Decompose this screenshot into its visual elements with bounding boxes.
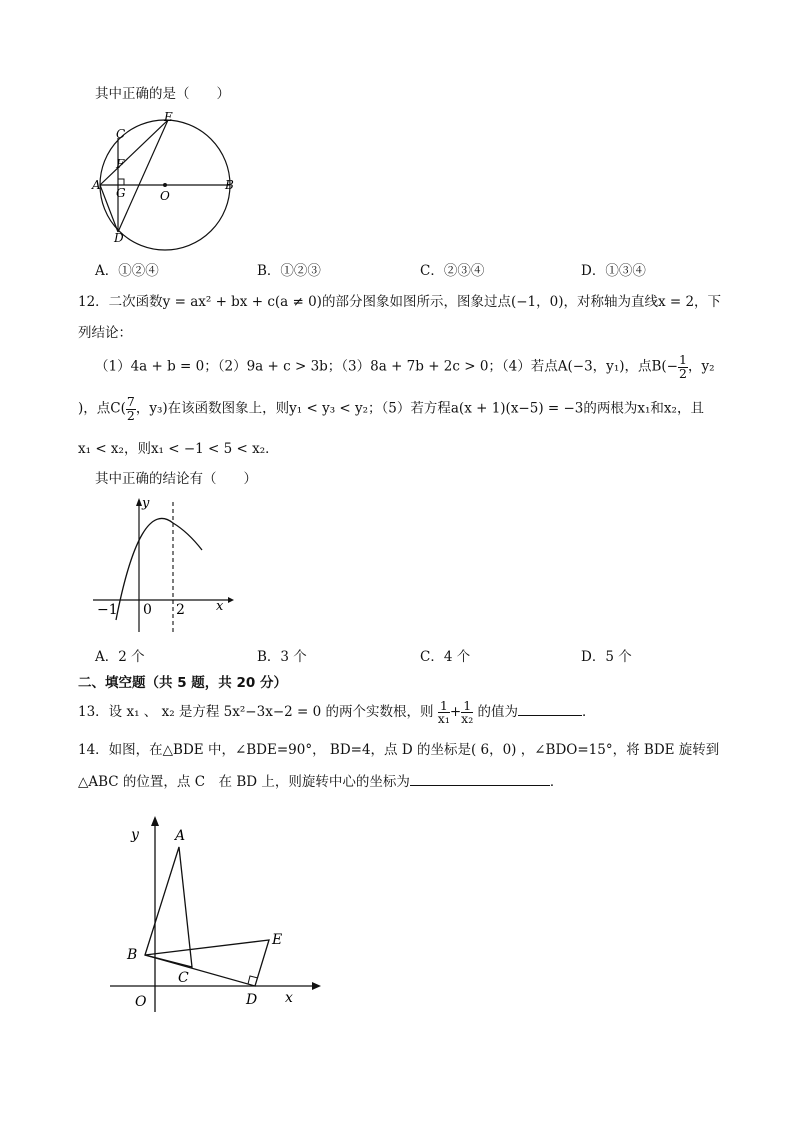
label-y: y (131, 827, 139, 843)
label-o: O (160, 189, 170, 203)
x-axis-arrow (312, 982, 321, 990)
x-axis-arrow (228, 597, 234, 603)
label-d: D (246, 992, 258, 1008)
q11-circle-figure (88, 108, 248, 258)
q14-end: ． (549, 774, 564, 790)
section2-heading: 二、填空题（共 5 题，共 20 分） (78, 675, 287, 691)
q12-line2: 列结论： (78, 325, 132, 341)
q11-option-b: B．①②③ (257, 263, 321, 279)
triangle-abc (145, 847, 192, 967)
q13-answer-blank (518, 715, 582, 716)
frac-numerator: 7 (126, 394, 135, 409)
frac-numerator: 1 (438, 700, 450, 714)
label-c: C (178, 970, 189, 986)
q12-line3-text-a: （1）4a + b = 0；（2）9a + c > 3b；（3）8a + 7b + 2c > 0；（4）若点A(−3，y₁)，点B(− (95, 358, 678, 375)
frac-numerator: 1 (679, 352, 687, 367)
q14-line2-text: △ABC 的位置，点 C 在 BD 上，则旋转中心的坐标为 (78, 774, 410, 790)
label-o: O (135, 994, 147, 1010)
label-y: y (142, 496, 150, 511)
label-d: D (114, 231, 124, 245)
q13-end: ． (582, 704, 596, 720)
label-f: F (116, 157, 125, 171)
label-x: x (216, 599, 224, 614)
triangle-bde (145, 940, 269, 986)
label-a: A (92, 178, 101, 192)
label-c: C (116, 127, 126, 141)
q14-answer-blank (410, 785, 550, 786)
q12-option-c: C．4 个 (420, 649, 471, 665)
label-b: B (127, 947, 138, 963)
center-dot (163, 183, 167, 187)
q11-option-d: D．①③④ (581, 263, 646, 279)
frac-denominator: 2 (679, 365, 687, 381)
q12-line4-text-a: )，点C( (78, 400, 126, 417)
q12-line5: x₁ < x₂，则x₁ < −1 < 5 < x₂． (78, 441, 279, 457)
label-two: 2 (176, 602, 185, 618)
q12-prompt: 其中正确的结论有（ ） (95, 471, 257, 487)
q12-frac-seven-half (126, 396, 136, 422)
q12-option-a: A．2 个 (95, 649, 145, 665)
q11-option-a: A．①②④ (95, 263, 159, 279)
label-a: A (175, 828, 186, 844)
frac-denominator: 2 (126, 407, 135, 423)
q12-frac-half (678, 354, 688, 380)
q12-line4 (78, 396, 704, 422)
q12-line3 (95, 354, 715, 380)
q14-line1: 14．如图，在△BDE 中，∠BDE=90°， BD=4，点 D 的坐标是( 6，0) ，∠BDO=15°，将 BDE 旋转到 (78, 742, 720, 758)
label-e: E (272, 932, 283, 948)
label-b: B (225, 178, 234, 192)
frac-numerator: 1 (461, 700, 473, 714)
label-x: x (285, 990, 293, 1006)
q13-plus: + (449, 704, 462, 720)
q13-frac2 (461, 697, 474, 726)
q13-frac1 (437, 697, 450, 726)
parabola-curve (116, 518, 202, 620)
frac-denominator: x₁ (437, 711, 450, 726)
chord-ae (100, 120, 168, 185)
label-neg1: −1 (97, 602, 118, 618)
q13 (78, 695, 596, 729)
q13-text-b: 的值为 (477, 704, 519, 720)
q12-parabola-figure (88, 492, 238, 637)
frac-denominator: x₂ (461, 711, 474, 726)
q12-line4-text-b: ，y₃)在该函数图象上，则y₁ < y₃ < y₂；（5）若方程a(x + 1)(x−5) = −3的两根为x₁和x₂，且 (135, 400, 704, 417)
label-g: G (116, 186, 126, 200)
q11-prompt: 其中正确的是（ ） (95, 86, 230, 102)
q13-text-a: 13．设 x₁ 、 x₂ 是方程 5x²−3x−2 = 0 的两个实数根，则 (78, 704, 434, 720)
q14-line2 (78, 770, 563, 790)
q12-option-b: B．3 个 (257, 649, 307, 665)
y-axis-arrow (151, 816, 159, 826)
right-angle-mark (118, 179, 124, 185)
label-e: E (164, 110, 173, 124)
q12-option-d: D．5 个 (581, 649, 632, 665)
q14-rotation-figure (105, 812, 335, 1017)
q12-line3-text-b: ，y₂ (687, 358, 715, 375)
chord-ed (118, 120, 168, 232)
label-zero: 0 (143, 602, 152, 618)
q11-option-c: C．②③④ (420, 263, 485, 279)
q12-line1: 12．二次函数y = ax² + bx + c(a ≠ 0)的部分图象如图所示，图象过点(−1，0)，对称轴为直线x = 2，下 (78, 294, 722, 310)
